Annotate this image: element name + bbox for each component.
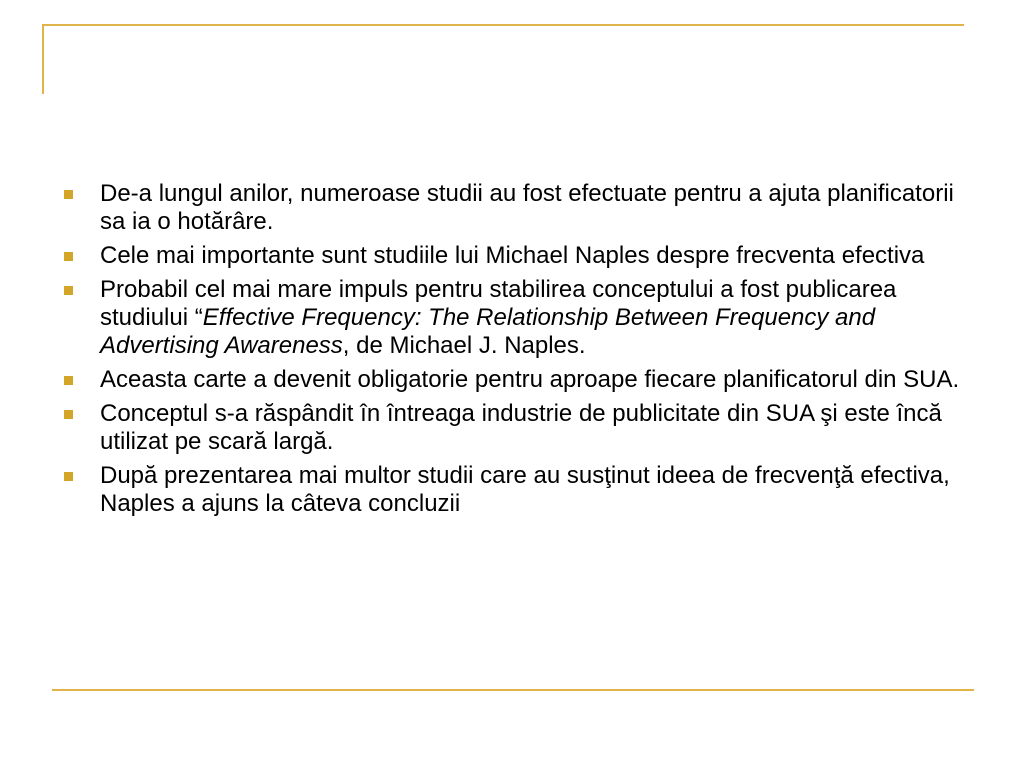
square-bullet-icon [64,286,73,295]
square-bullet-icon [64,190,73,199]
bullet-text-prefix: Probabil cel mai mare impuls pentru stabilirea conceptului a fost publicarea studiului “ [100,276,897,331]
square-bullet-icon [64,410,73,419]
bullet-list [62,180,962,518]
bullet-item [62,180,962,236]
left-accent-line [42,24,44,94]
bottom-accent-line [52,689,974,691]
bullet-text: După prezentarea mai multor studii care au susţinut ideea de frecvenţă efectiva, Naples a ajuns la câteva concluzii [100,462,950,517]
bullet-text-suffix: , de Michael J. Naples. [342,332,586,359]
square-bullet-icon [64,252,73,261]
slide-body [62,180,962,524]
square-bullet-icon [64,472,73,481]
bullet-text: Aceasta carte a devenit obligatorie pentru aproape fiecare planificatorul din SUA. [100,366,960,393]
bullet-item [62,276,962,360]
bullet-item [62,242,962,270]
bullet-text: Conceptul s-a răspândit în întreaga industrie de publicitate din SUA şi este încă utilizat pe scară largă. [100,400,942,455]
bullet-item [62,366,962,394]
study-title: Effective Frequency: The Relationship Between Frequency and Advertising Awareness [100,304,876,359]
bullet-item [62,400,962,456]
top-accent-line [42,24,964,26]
square-bullet-icon [64,376,73,385]
bullet-text: Cele mai importante sunt studiile lui Michael Naples despre frecventa efectiva [100,242,925,269]
bullet-item [62,462,962,518]
bullet-text: De-a lungul anilor, numeroase studii au fost efectuate pentru a ajuta planificatorii sa ia o hotărâre. [100,180,954,235]
